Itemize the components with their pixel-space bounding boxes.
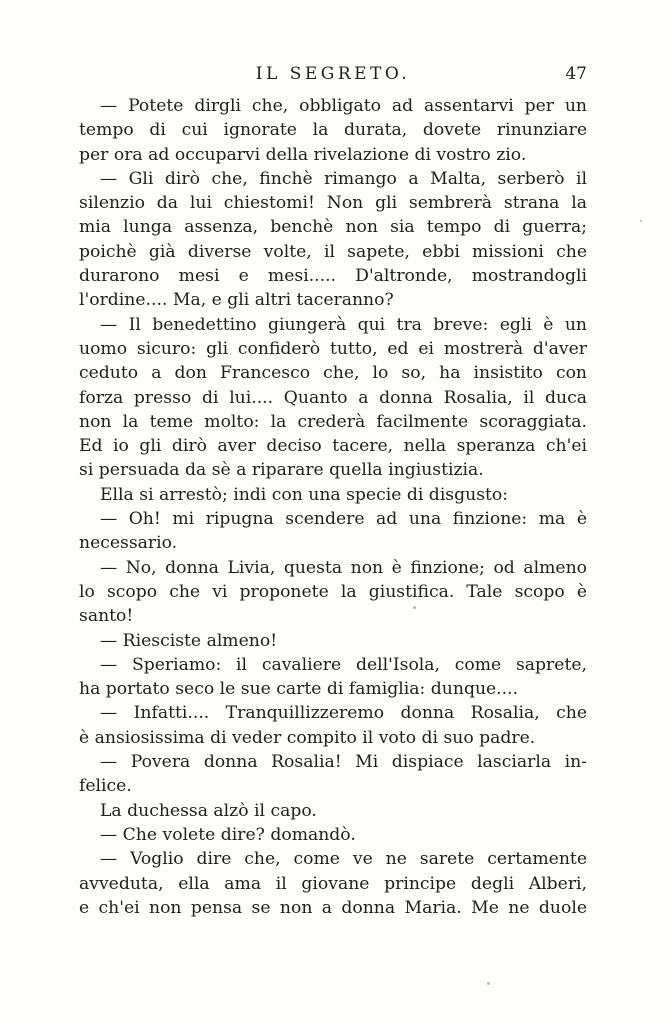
text-line: Ella si arrestò; indi con una specie di disgusto: [100, 484, 509, 505]
text-line: è ansiosissima di veder compito il voto di suo padre. [79, 727, 536, 748]
text-line: mia lunga assenza, benchè non sia tempo di guerra; [79, 217, 587, 238]
body-text [79, 94, 587, 920]
text-line: La duchessa alzò il capo. [100, 800, 317, 821]
text-line: — No, donna Livia, questa non è finzione; od almeno [100, 557, 587, 578]
text-line: l'ordine.... Ma, e gli altri taceranno? [79, 290, 394, 311]
running-head [79, 62, 587, 86]
text-line: ha portato seco le sue carte di famiglia: dunque.... [79, 679, 519, 700]
text-line: necessario. [79, 533, 178, 554]
text-line: silenzio da lui chiestomi! Non gli sembrerà strana la [79, 193, 587, 214]
text-line: forza presso di lui.... Quanto a donna Rosalia, il duca [79, 387, 587, 408]
text-line: per ora ad occuparvi della rivelazione di vostro zio. [79, 144, 527, 165]
text-line: e ch'ei non pensa se non a donna Maria. Me ne duole [79, 897, 587, 918]
text-line: — Potete dirgli che, obbligato ad assentarvi per un [100, 96, 587, 116]
text-line: uomo sicuro: gli confiderò tutto, ed ei mostrerà d'aver [79, 338, 587, 359]
paper-speck [413, 606, 416, 609]
text-line: — Oh! mi ripugna scendere ad una finzione: ma è [100, 509, 587, 530]
paper-speck [640, 220, 642, 222]
text-line: tempo di cui ignorate la durata, dovete rinunziare [79, 120, 587, 141]
text-line: felice. [79, 776, 132, 797]
text-line: — Voglio dire che, come ve ne sarete certamente [100, 849, 587, 870]
text-line: — Riesciste almeno! [100, 630, 278, 651]
text-line: Ed io gli dirò aver deciso tacere, nella speranza ch'ei [79, 436, 587, 457]
text-line: lo scopo che vi proponete la giustifica. Tale scopo è [79, 581, 587, 602]
running-title: IL SEGRETO. [255, 64, 411, 84]
text-line: avveduta, ella ama il giovane principe degli Alberi, [79, 873, 587, 894]
text-line: — Gli dirò che, finchè rimango a Malta, serberò il [100, 168, 587, 189]
text-line: non la teme molto: la crederà facilmente scoraggiata. [79, 411, 587, 432]
text-line: — Speriamo: il cavaliere dell'Isola, come saprete, [100, 654, 587, 675]
paper-speck [487, 982, 490, 985]
text-line: — Il benedettino giungerà qui tra breve: egli è un [100, 314, 587, 335]
text-line: — Infatti.... Tranquillizzeremo donna Rosalia, che [100, 703, 587, 724]
page-number: 47 [565, 64, 587, 84]
text-line: poichè già diverse volte, il sapete, ebbi missioni che [79, 241, 587, 262]
text-line: — Povera donna Rosalia! Mi dispiace lasciarla in- [100, 752, 587, 773]
text-line: durarono mesi e mesi..... D'altronde, mostrandogli [79, 266, 587, 287]
text-line: si persuada da sè a riparare quella ingiustizia. [79, 460, 484, 481]
text-line: santo! [79, 606, 134, 627]
text-line: — Che volete dire? domandò. [100, 824, 356, 845]
text-line: ceduto a don Francesco che, lo so, ha insistito con [79, 363, 587, 384]
